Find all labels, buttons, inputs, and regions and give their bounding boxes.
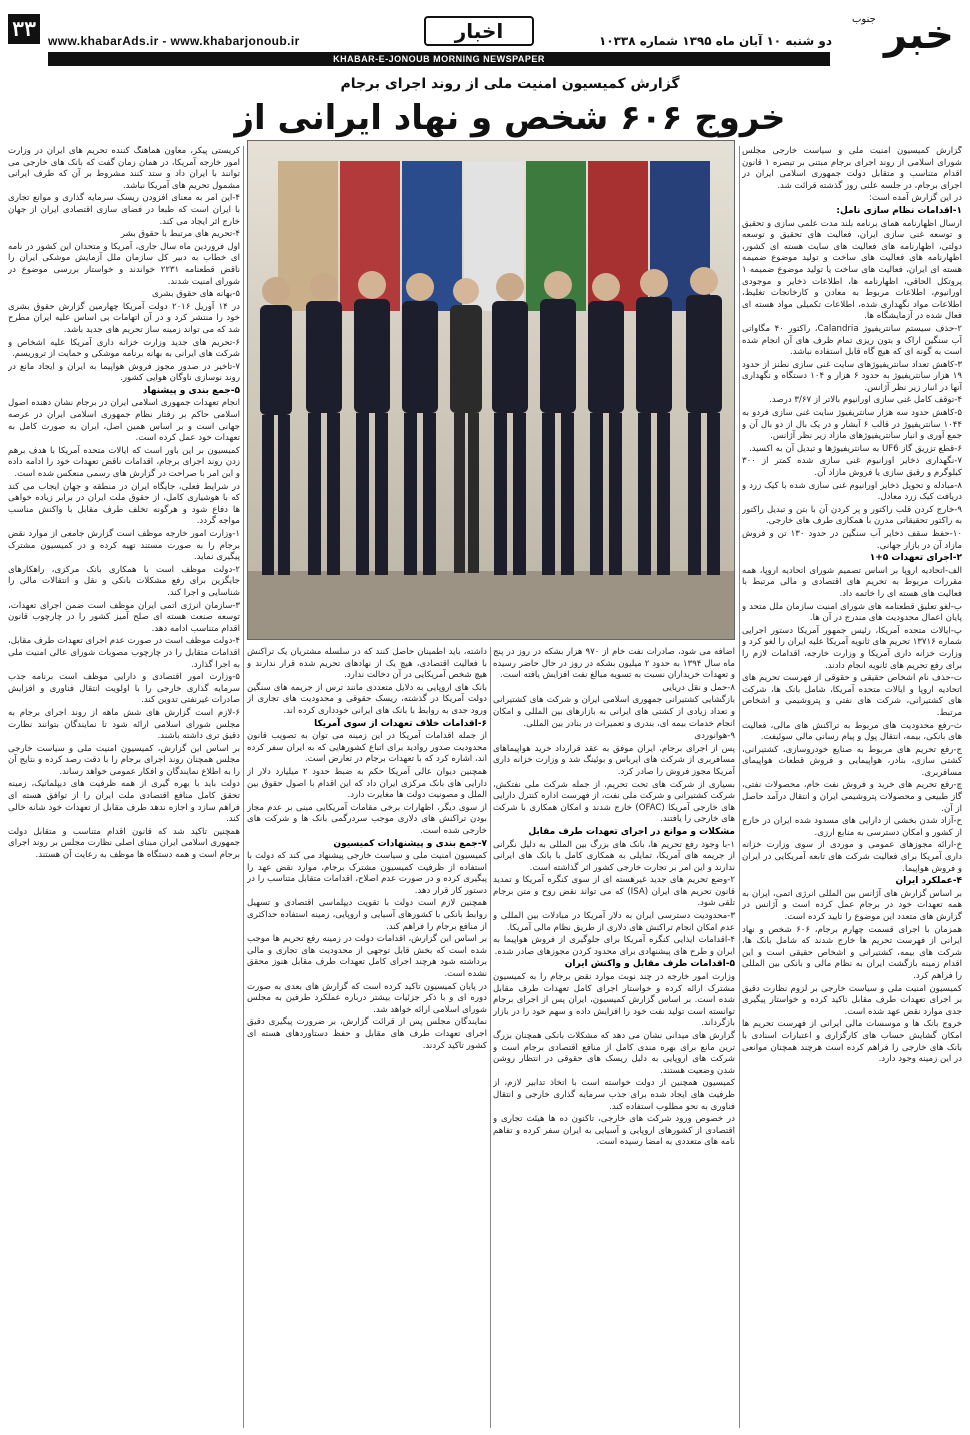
article-paragraph: ۳-محدودیت دسترسی ایران به دلار آمریکا در مبادلات بین المللی و عدم امکان انجام تراکنش های دلاری از طریق نظام مالی آمریکا. <box>493 911 735 933</box>
article-paragraph: ۸-مبادله و تحویل ذخایر اورانیوم غنی سازی شده با کیک زرد و دریافت کیک زرد معادل. <box>742 480 962 503</box>
english-newspaper-name: KHABAR-E-JONOUB MORNING NEWSPAPER <box>333 54 545 64</box>
article-paragraph: ۷-تاخیر در صدور مجوز فروش هواپیما به ایران و ایجاد مانع در روند نوسازی ناوگان هوایی کشور. <box>8 361 240 384</box>
article-paragraph: گزارش کمیسیون امنیت ملی و سیاست خارجی مجلس شورای اسلامی از روند اجرای برجام مبتنی بر تبصره ۱ قانون اقدام متناسب و متقابل دولت جمهوری اسلامی ایران در اجرای برجام، در جلسه علنی روز گذشته قرائت شد. <box>742 146 962 191</box>
article-paragraph: ۵-وزارت امور اقتصادی و دارایی موظف است برنامه جذب سرمایه گذاری خارجی را با اولویت انتقال فناوری و افزایش صادرات غیرنفتی تدوین کند. <box>8 672 240 706</box>
column-rule <box>739 146 740 1428</box>
article-subheading: ۱-اقدامات نظام سازی نامل: <box>836 205 962 216</box>
article-subheading: ۵-اقدامات طرف مقابل و واکنش ایران <box>564 959 735 970</box>
article-paragraph: ۱۰-حفظ سقف ذخایر آب سنگین در حدود ۱۳۰ تن و فروش مازاد آن در بازار جهانی. <box>742 529 962 551</box>
article-paragraph: ۸-حمل و نقل دریایی <box>662 682 735 693</box>
article-subheading: ۲-اجرای تعهدات ۵+۱ <box>869 553 962 564</box>
article-paragraph: ب-لغو تعلیق قطعنامه های شورای امنیت سازمان ملل متحد و پایان اعمال محدودیت های مندرج در آن ها. <box>742 601 962 624</box>
article-paragraph: همزمان با اجرای قسمت چهارم برجام، ۶۰۶ شخص و نهاد ایرانی از فهرست تحریم ها خارج شدند که شامل بانک ها، شرکت های بیمه، کشتیرانی و اشخاص حقیقی است و این اقدام زمینه بازگشت ایران به نظام مالی و بانکی بین المللی را فراهم کرد. <box>742 924 962 981</box>
logo-subtext: جنوب <box>852 14 876 25</box>
article-paragraph: در این گزارش آمده است: <box>868 193 962 204</box>
article-paragraph: ۴-این امر به معنای افزودن ریسک سرمایه گذاری و موانع تجاری با ایران است که طبعا در فضای سازی اقتصادی ایران از جهان خارج اثر ایجاد می کند. <box>8 193 240 227</box>
article-paragraph: کمیسیون بر این باور است که ایالات متحده آمریکا با هدف برهم زدن روند اجرای برجام، اقدامات ناقض تعهدات خود را ادامه داده و این امر با صراحت در گزارش های رسمی منعکس شده است. <box>8 445 240 480</box>
article-kicker: گزارش کمیسیون امنیت ملی از روند اجرای برجام <box>340 76 680 92</box>
article-subheading: ۷-جمع بندی و پیشنهادات کمیسیون <box>333 838 487 849</box>
article-paragraph: کمیسیون امنیت ملی و سیاست خارجی بر لزوم نظارت دقیق بر اجرای تعهدات طرف مقابل تاکید کرده و خواستار پیگیری جدی موارد نقض عهد شده است. <box>742 983 962 1017</box>
article-paragraph: اول فروردین ماه سال جاری، آمریکا و متحدان این کشور در نامه ای خطاب به دبیر کل سازمان ملل آزمایش موشکی ایران را ناقض قطعنامه ۲۲۳۱ خواندند و خواستار بررسی موضوع در شورای امنیت شدند. <box>8 241 240 287</box>
article-paragraph: ۲-دولت موظف است با همکاری بانک مرکزی، راهکارهای جایگزین برای رفع مشکلات بانکی و نقل و انتقالات مالی را شناسایی و اجرا کند. <box>8 564 240 598</box>
masthead <box>0 0 970 72</box>
page-number: ۳۳ <box>8 14 40 44</box>
article-paragraph: ۹-هوانوردی <box>694 731 735 742</box>
article-paragraph: چ-رفع تحریم های خرید و فروش نفت خام، محصولات نفتی، گاز طبیعی و محصولات پتروشیمی ایران و انتقال درآمد حاصل از آن. <box>742 780 962 814</box>
article-paragraph: ۹-خارج کردن قلب راکتور و پر کردن آن با بتن و تبدیل راکتور به راکتور تحقیقاتی مدرن با همکاری طرف های خارجی. <box>742 504 962 527</box>
article-paragraph: ۵-بهانه های حقوق بشری <box>151 289 240 300</box>
article-subheading: مشکلات و موانع در اجرای تعهدات طرف مقابل <box>528 826 735 837</box>
article-paragraph: همچنین تاکید شد که قانون اقدام متناسب و متقابل دولت جمهوری اسلامی ایران مبنای اصلی نظارت مجلس بر روند اجرای برجام است و همه دستگاه ها موظف به رعایت آن هستند. <box>8 826 240 861</box>
masthead-bar <box>48 52 830 66</box>
article-paragraph: بر اساس این گزارش، کمیسیون امنیت ملی و سیاست خارجی مجلس همچنان روند اجرای برجام را با دقت رصد کرده و نتایج آن را به اطلاع نمایندگان و افکار عمومی خواهد رساند. <box>8 743 240 777</box>
article-paragraph: در خصوص ورود شرکت های خارجی، تاکنون ده ها هیئت تجاری و اقتصادی از کشورهای اروپایی و آسیایی به ایران سفر کرده و تفاهم نامه های متعددی به امضا رسیده است. <box>493 1114 735 1148</box>
article-paragraph: پ-ایالات متحده آمریکا، رئیس جمهور آمریکا دستور اجرایی شماره ۱۳۷۱۶ تحریم های ثانویه آمریکا علیه ایران را لغو کرد و وزارت خزانه داری آمریکا و وزارت خارجه، اقدامات لازم را برای رفع تحریم های ثانویه انجام دادند. <box>742 625 962 671</box>
article-paragraph: ۴-توقف کامل غنی سازی اورانیوم بالاتر از ۳/۶۷ درصد. <box>769 395 962 406</box>
article-paragraph: کریستی پیکر، معاون هماهنگ کننده تحریم های ایران در وزارت امور خارجه آمریکا، در همان زمان گفت که بانک های خارجی می توانند با ایران داد و ستد کنند مشروط بر آن که طرف ایرانی مشمول تحریم های آمریکا نباشد. <box>8 146 240 191</box>
article-paragraph: خ-ارائه مجوزهای عمومی و موردی از سوی وزارت خزانه داری آمریکا برای فعالیت شرکت های تابعه آمریکایی در ایران و فروش هواپیما. <box>742 840 962 874</box>
article-paragraph: ۴-تحریم های مرتبط با حقوق بشر <box>120 229 240 240</box>
article-subheading: ۶-اقدامات خلاف تعهدات از سوی آمریکا <box>314 718 487 729</box>
article-paragraph: وزارت امور خارجه در چند نوبت موارد نقض برجام را به کمیسیون مشترک ارائه کرده و خواستار اجرای کامل تعهدات طرف مقابل شده است. بر اساس گزارش کمیسیون، ایران پس از اجرای برجام توانسته است تولید نفت خود را افزایش داده و سهم خود را در بازار بازگرداند. <box>493 972 735 1029</box>
article-paragraph: ت-حذف نام اشخاص حقیقی و حقوقی از فهرست تحریم های اتحادیه اروپا و ایالات متحده آمریکا، شامل بانک ها، شرکت های کشتیرانی، شرکت های نفتی و پتروشیمی و اشخاص مرتبط. <box>742 673 962 718</box>
article-subheading: ۵-جمع بندی و پیشنهاد <box>142 385 240 396</box>
article-paragraph: ۳-سازمان انرژی اتمی ایران موظف است ضمن اجرای تعهدات، توسعه صنعت هسته ای صلح آمیز کشور را در چارچوب قانون اقدام متناسب ادامه دهد. <box>8 600 240 634</box>
article-paragraph: از جمله اقدامات آمریکا در این زمینه می توان به تصویب قانون محدودیت صدور روادید برای اتباع کشورهایی که به ایران سفر کرده اند، اشاره کرد که با تعهدات برجام در تعارض است. <box>247 731 487 765</box>
article-paragraph: ۷-نگهداری ذخایر اورانیوم غنی سازی شده کمتر از ۳۰۰ کیلوگرم و رقیق سازی یا فروش مازاد آن. <box>742 456 962 479</box>
article-paragraph: ۵-کاهش حدود سه هزار سانتریفیوژ سایت غنی سازی فردو به ۱۰۴۴ سانتریفیوژ در قالب ۶ آبشار و در یک بال از دو بال آن و جمع آوری و انبار سانتریفیوژهای مازاد زیر نظر آژانس. <box>742 408 962 442</box>
article-paragraph: ۲-حذف سیستم سانتریفیوژ Calandria، راکتور ۴۰ مگاواتی آب سنگین اراک و بتون ریزی تمام ظرف های آن انجام شده است به گونه ای که هیچ گاه قابل استفاده نباشد. <box>742 323 962 358</box>
article-paragraph: در ۱۴ آوریل ۲۰۱۶ دولت آمریکا چهارمین گزارش حقوق بشری خود را منتشر کرد و در آن اتهامات بی اساس علیه ایران مطرح شد که می تواند زمینه ساز تحریم های جدید باشد. <box>8 301 240 335</box>
photo-negotiators-group <box>247 140 735 640</box>
article-paragraph: ۱-با وجود رفع تحریم ها، بانک های بزرگ بین المللی به دلیل نگرانی از جریمه های آمریکا، تمایلی به همکاری کامل با بانک های ایرانی ندارند و این امر بر تجارت خارجی کشور اثر گذاشته است. <box>493 839 735 873</box>
article-paragraph: کمیسیون همچنین از دولت خواسته است با اتخاذ تدابیر لازم، از ظرفیت های ایجاد شده برای جذب سرمایه گذاری خارجی و انتقال فناوری به نحو مطلوب استفاده کند. <box>493 1078 735 1112</box>
article-paragraph: ۶-قطع تزریق گاز UF6 به سانتریفیوژها و تبدیل آن به اکسید. <box>748 443 962 454</box>
article-column-right <box>742 146 962 1428</box>
logo-text: خبر <box>883 12 954 58</box>
article-paragraph: بسیاری از شرکت های تحت تحریم، از جمله شرکت ملی نفتکش، شرکت کشتیرانی و شرکت ملی نفت، از فهرست اداره کنترل دارایی های خارجی آمریکا (OFAC) خارج شدند و امکان همکاری با شرکت های خارجی را یافتند. <box>493 779 735 825</box>
article-paragraph: همچنین لازم است دولت با تقویت دیپلماسی اقتصادی و تسهیل روابط بانکی با کشورهای آسیایی و اروپایی، زمینه استفاده حداکثری از منافع برجام را فراهم کند. <box>247 898 487 932</box>
article-column-left <box>8 146 240 1428</box>
article-paragraph: انجام تعهدات جمهوری اسلامی ایران در برجام نشان دهنده اصول اسلامی حاکم بر رفتار نظام جمهوری اسلامی ایران در عرصه جهانی است و بر اساس همین اصل، ایران به صورت کامل به تعهدات خود عمل کرده است. <box>8 398 240 444</box>
article-paragraph: ح-آزاد شدن بخشی از دارایی های مسدود شده ایران در خارج از کشور و امکان دسترسی به منابع ارزی. <box>742 816 962 838</box>
article-paragraph: همچنین دیوان عالی آمریکا حکم به ضبط حدود ۲ میلیارد دلار از دارایی های بانک مرکزی ایران داد که این اقدام با اصول حقوق بین الملل و مصونیت دولت ها مغایرت دارد. <box>247 766 487 801</box>
article-paragraph: ۲-وضع تحریم های جدید غیرهسته ای از سوی کنگره آمریکا و تمدید قانون تحریم های ایران (ISA) که می تواند نقض روح و متن برجام تلقی شود. <box>493 875 735 909</box>
article-paragraph: ۴-دولت موظف است در صورت عدم اجرای تعهدات طرف مقابل، اقدامات متقابل را در چارچوب مصوبات شورای عالی امنیت ملی به اجرا گذارد. <box>8 636 240 670</box>
article-paragraph: اضافه می شود، صادرات نفت خام از ۹۷۰ هزار بشکه در روز در پنج ماه سال ۱۳۹۴ به حدود ۲ میلیون بشکه در روز در حال حاضر رسیده و تعهدات خریداران نسبت به تسویه مبالغ نفت افزایش یافته است. <box>493 647 735 681</box>
website-urls[interactable]: www.khabarAds.ir - www.khabarjonoub.ir <box>48 34 300 48</box>
article-paragraph: از سوی دیگر، اظهارات برخی مقامات آمریکایی مبنی بر عدم مجاز بودن تراکنش های دلاری موجب سردرگمی بانک ها و شرکت های خارجی شده است. <box>247 802 487 836</box>
column-rule <box>490 647 491 1428</box>
article-paragraph: کمیسیون امنیت ملی و سیاست خارجی پیشنهاد می کند که دولت با استفاده از ظرفیت کمیسیون مشترک برجام، موارد نقض عهد را پیگیری کرده و در صورت عدم اصلاح، اقدامات متقابل متناسب را در دستور کار قرار دهد. <box>247 851 487 896</box>
article-column-center-right <box>493 647 735 1428</box>
article-paragraph: بر اساس این گزارش، اقدامات دولت در زمینه رفع تحریم ها موجب شده است که بخش قابل توجهی از محدودیت های تجاری و مالی برداشته شود هرچند اجرای کامل تعهدات طرف مقابل هنوز محقق نشده است. <box>247 934 487 980</box>
article-paragraph: خروج بانک ها و موسسات مالی ایرانی از فهرست تحریم ها امکان گشایش حساب های کارگزاری و اعتبارات اسنادی با بانک های خارجی را فراهم کرده است هرچند همچنان موانعی در این زمینه وجود دارد. <box>742 1019 962 1065</box>
article-paragraph: ۶-لازم است گزارش های شش ماهه از روند اجرای برجام به مجلس شورای اسلامی ارائه شود تا نمایندگان بتوانند نظارت دقیق تری داشته باشند. <box>8 707 240 742</box>
article-paragraph: ث-رفع محدودیت های مربوط به تراکنش های مالی، فعالیت های بانکی، بیمه، انتقال پول و پیام رسانی مالی سوئیفت. <box>742 720 962 743</box>
article-paragraph: گزارش های میدانی نشان می دهد که مشکلات بانکی همچنان بزرگ ترین مانع برای بهره مندی کامل از منافع اقتصادی برجام است و شرکت های اروپایی به دلیل ریسک های حقوقی در انتظار روشن شدن وضعیت هستند. <box>493 1031 735 1076</box>
article-paragraph: ارسال اظهارنامه همای برنامه بلند مدت علمی سازی و تحقیق و توسعه غنی سازی ایران، فعالیت های تحقیق و توسعه دولتی، اظهارنامه های فعالیت های سایت هسته ای کشور، اظهارنامه های فعالیت های ساخت و تولید موضوع ضمیمه هسته ای ایران، فعالیت های ساخت یا تولید موضوع ضمیمه ۱ پروتکل الحاقی، اظهارنامه ها، اطلاعات ذخایر و موجودی اورانیوم، اطلاعات مربوط به معادن و کارخانجات تغلیظ، اطلاعات مواد نگهداری شده، اطلاعات تکمیلی مواد هسته ای فعال شده در آزمایشگاه ها. <box>742 218 962 322</box>
article-paragraph: ۱-وزارت امور خارجه موظف است گزارش جامعی از موارد نقض برجام را به صورت مستند تهیه کرده و در کمیسیون مشترک پیگیری نماید. <box>8 529 240 563</box>
section-title: اخبار <box>424 16 534 46</box>
article-paragraph: الف-اتحادیه اروپا بر اساس تصمیم شورای اتحادیه اروپا، همه مقررات مربوط به تحریم های اقتصادی و مالی مرتبط با فعالیت های هسته ای را خاتمه داد. <box>742 565 962 599</box>
article-paragraph: ۴-اقدامات ایذایی کنگره آمریکا برای جلوگیری از فروش هواپیما به ایران و طرح های پیشنهادی برای محدود کردن مجوزهای صادر شده. <box>493 935 735 957</box>
column-rule <box>243 146 244 1428</box>
article-column-center-left <box>247 647 487 1428</box>
article-paragraph: بانک های اروپایی به دلایل متعددی مانند ترس از جریمه های سنگین دولت آمریکا در گذشته، ریسک حقوقی و محدودیت های تجاری از ورود جدی به روابط با بانک های ایرانی خودداری کرده اند. <box>247 682 487 716</box>
article-paragraph: بازگشایی کشتیرانی جمهوری اسلامی ایران و شرکت های کشتیرانی و تعداد زیادی از کشتی های ایرانی به بازارهای بین المللی و امکان انجام خدمات بیمه ای، بندری و تعمیرات در بنادر بین المللی. <box>493 695 735 729</box>
article-paragraph: ج-رفع تحریم های مربوط به صنایع خودروسازی، کشتیرانی، کشتی سازی، بنادر، هواپیمایی و فروش قطعات هواپیمای مسافربری. <box>742 744 962 778</box>
article-paragraph: ۳-کاهش تعداد سانتریفیوژهای سایت غنی سازی نطنز از حدود ۱۹ هزار سانتریفیوژ به حدود ۶ هزار و ۱۰۴ دستگاه و نگهداری آنها در انبار زیر نظر آژانس. <box>742 359 962 393</box>
issue-date-number: دو شنبه ۱۰ آبان ماه ۱۳۹۵ شماره ۱۰۳۳۸ <box>598 34 832 48</box>
article-subheading: ۴-عملکرد ایران <box>895 876 962 887</box>
article-headline: خروج ۶۰۶ شخص و نهاد ایرانی از <box>234 98 786 138</box>
newspaper-logo <box>842 6 962 62</box>
article-paragraph: داشته، باید اطمینان حاصل کنند که در سلسله مشتریان یک تراکنش با فعالیت اقتصادی، هیچ یک از نهادهای تحریم شده قرار ندارند و هیچ شخص آمریکایی در آن دخالت ندارد. <box>247 647 487 681</box>
article-paragraph: در پایان کمیسیون تاکید کرده است که گزارش های بعدی به صورت دوره ای و با ذکر جزئیات بیشتر درباره عملکرد طرفین به مجلس شورای اسلامی ارائه خواهد شد. <box>247 981 487 1015</box>
article-paragraph: پس از اجرای برجام، ایران موفق به عقد قرارداد خرید هواپیماهای مسافربری از شرکت های ایرباس و بوئینگ شد و وزارت خزانه داری آمریکا مجوز فروش را صادر کرد. <box>493 743 735 777</box>
article-paragraph: ۶-تحریم های جدید وزارت خزانه داری آمریکا علیه اشخاص و شرکت های ایرانی به بهانه برنامه موشکی و حمایت از تروریسم. <box>8 337 240 360</box>
article-paragraph: دولت باید با بهره گیری از همه ظرفیت های دیپلماتیک، زمینه تحقق کامل منافع اقتصادی ملت ایران را از توافق هسته ای فراهم سازد و اجازه ندهد طرف مقابل از تعهدات خود شانه خالی کند. <box>8 779 240 825</box>
article-paragraph: بر اساس گزارش های آژانس بین المللی انرژی اتمی، ایران به همه تعهدات خود در برجام عمل کرده است و آژانس در گزارش های متعدد این موضوع را تایید کرده است. <box>742 888 962 922</box>
article-paragraph: در شرایط فعلی، جایگاه ایران در منطقه و جهان ایجاب می کند که با هوشیاری کامل، از حقوق ملت ایران در برابر زیاده خواهی ها دفاع شود و هرگونه تخلف طرف مقابل با واکنش مناسب مواجه گردد. <box>8 481 240 527</box>
article-paragraph: نمایندگان مجلس پس از قرائت گزارش، بر ضرورت پیگیری دقیق اجرای تعهدات طرف های مقابل و حفظ دستاوردهای هسته ای کشور تاکید کردند. <box>247 1017 487 1051</box>
